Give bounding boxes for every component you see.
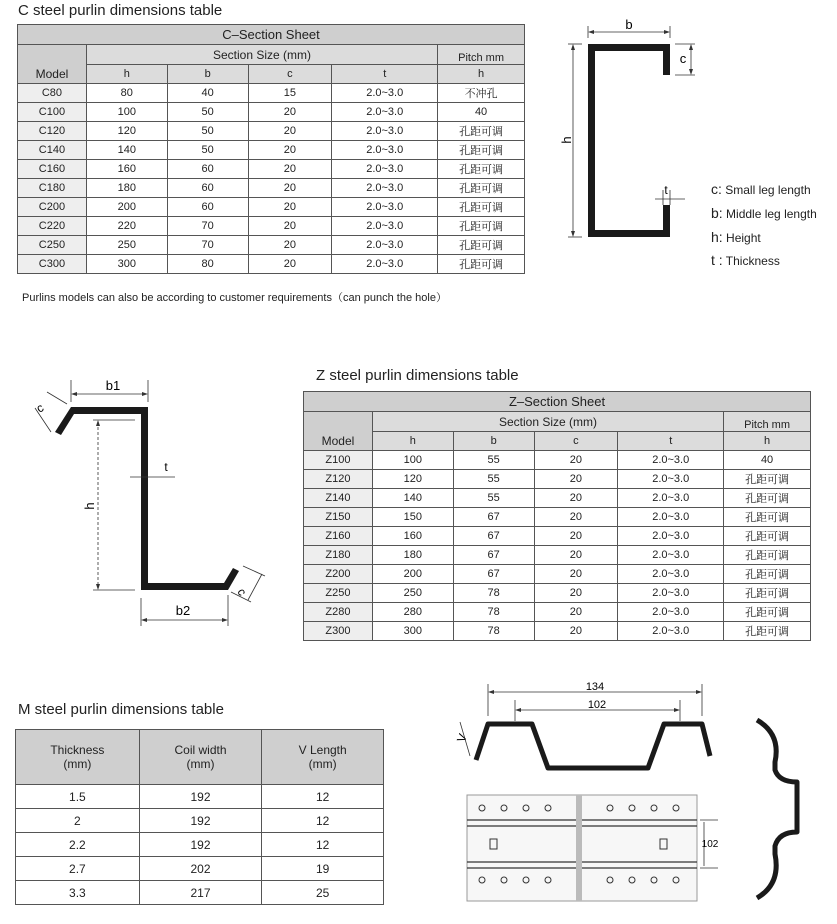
table-row xyxy=(304,489,811,508)
cell-b: 78 xyxy=(453,584,534,603)
cell-h: 300 xyxy=(86,255,167,274)
cell-model: Z280 xyxy=(304,603,373,622)
cell-model: Z250 xyxy=(304,584,373,603)
cell-b: 67 xyxy=(453,527,534,546)
m-plan-diagram xyxy=(462,790,732,908)
cell-b: 60 xyxy=(167,179,248,198)
cell-b: 60 xyxy=(167,160,248,179)
cell-h: 160 xyxy=(86,160,167,179)
cell-h: 100 xyxy=(86,103,167,122)
cell-t: 2.0~3.0 xyxy=(618,527,724,546)
c-col-t: t xyxy=(332,65,438,84)
cell-t: 2.0~3.0 xyxy=(618,489,724,508)
m-diagram-v-label: V xyxy=(454,731,470,745)
table-row xyxy=(18,217,525,236)
cell-c: 20 xyxy=(248,103,332,122)
cell-c: 20 xyxy=(534,489,618,508)
table-row xyxy=(18,179,525,198)
table-row xyxy=(18,255,525,274)
cell-v: 12 xyxy=(262,809,384,833)
table-row xyxy=(304,565,811,584)
cell-model: C250 xyxy=(18,236,87,255)
cell-b: 70 xyxy=(167,217,248,236)
c-pitch-header: Pitch mm xyxy=(438,45,525,65)
cell-h: 220 xyxy=(86,217,167,236)
c-diagram-t-label: t xyxy=(664,183,668,197)
c-pitch-sub: h xyxy=(438,65,525,84)
cell-c: 20 xyxy=(248,141,332,160)
cell-pitch: 孔距可调 xyxy=(724,603,811,622)
z-diagram-b1-label: b1 xyxy=(105,378,121,393)
m-plan-dim-102: 102 xyxy=(701,839,719,850)
m-col-v-length: V Length (mm) xyxy=(262,730,384,785)
cell-h: 140 xyxy=(372,489,453,508)
table-row xyxy=(304,603,811,622)
cell-thickness: 2.2 xyxy=(16,833,140,857)
cell-t: 2.0~3.0 xyxy=(332,236,438,255)
cell-coil: 192 xyxy=(139,785,262,809)
cell-c: 20 xyxy=(534,622,618,641)
cell-c: 20 xyxy=(248,236,332,255)
c-col-c: c xyxy=(248,65,332,84)
cell-h: 160 xyxy=(372,527,453,546)
cell-v: 25 xyxy=(262,881,384,905)
table-row xyxy=(18,84,525,103)
legend-item-b: b: Middle leg length xyxy=(711,205,817,221)
table-row xyxy=(18,122,525,141)
cell-b: 67 xyxy=(453,546,534,565)
cell-model: Z150 xyxy=(304,508,373,527)
cell-b: 67 xyxy=(453,565,534,584)
cell-c: 20 xyxy=(248,198,332,217)
cell-c: 20 xyxy=(534,603,618,622)
cell-model: Z140 xyxy=(304,489,373,508)
cell-h: 280 xyxy=(372,603,453,622)
legend-item-t: t : Thickness xyxy=(711,252,780,268)
z-section-size-header: Section Size (mm) xyxy=(372,412,723,432)
cell-c: 20 xyxy=(248,122,332,141)
cell-pitch: 孔距可调 xyxy=(724,565,811,584)
cell-pitch: 孔距可调 xyxy=(724,508,811,527)
table-row xyxy=(18,198,525,217)
cell-c: 20 xyxy=(248,217,332,236)
cell-c: 20 xyxy=(534,565,618,584)
cell-pitch: 孔距可调 xyxy=(438,160,525,179)
legend-item-c: c: Small leg length xyxy=(711,181,811,197)
cell-pitch: 孔距可调 xyxy=(724,584,811,603)
legend-item-h: h: Height xyxy=(711,229,761,245)
cell-pitch: 孔距可调 xyxy=(724,470,811,489)
cell-c: 15 xyxy=(248,84,332,103)
cell-b: 78 xyxy=(453,622,534,641)
cell-model: C300 xyxy=(18,255,87,274)
m-dim-102: 102 xyxy=(587,699,607,711)
cell-pitch: 孔距可调 xyxy=(438,122,525,141)
cell-model: Z300 xyxy=(304,622,373,641)
cell-pitch: 孔距可调 xyxy=(438,141,525,160)
cell-h: 140 xyxy=(86,141,167,160)
z-diagram-h-label: h xyxy=(82,502,97,510)
table-row xyxy=(16,809,384,833)
m-section-heading: M steel purlin dimensions table xyxy=(18,701,224,718)
cell-b: 55 xyxy=(453,451,534,470)
cell-thickness: 1.5 xyxy=(16,785,140,809)
cell-model: Z100 xyxy=(304,451,373,470)
cell-h: 180 xyxy=(372,546,453,565)
table-row xyxy=(304,451,811,470)
c-section-heading: C steel purlin dimensions table xyxy=(18,2,223,19)
cell-t: 2.0~3.0 xyxy=(332,84,438,103)
z-model-header: Model xyxy=(304,412,373,451)
m-profile-diagram xyxy=(440,676,730,776)
table-row xyxy=(304,470,811,489)
cell-h: 250 xyxy=(372,584,453,603)
cell-t: 2.0~3.0 xyxy=(618,508,724,527)
cell-model: C220 xyxy=(18,217,87,236)
cell-pitch: 孔距可调 xyxy=(438,198,525,217)
cell-c: 20 xyxy=(534,584,618,603)
cell-t: 2.0~3.0 xyxy=(332,217,438,236)
cell-model: Z200 xyxy=(304,565,373,584)
table-row xyxy=(304,584,811,603)
cell-v: 19 xyxy=(262,857,384,881)
cell-pitch: 40 xyxy=(438,103,525,122)
cell-pitch: 孔距可调 xyxy=(724,489,811,508)
z-col-t: t xyxy=(618,432,724,451)
table-row xyxy=(18,236,525,255)
z-col-h: h xyxy=(372,432,453,451)
table-row xyxy=(16,833,384,857)
c-col-b: b xyxy=(167,65,248,84)
cell-pitch: 40 xyxy=(724,451,811,470)
z-col-b: b xyxy=(453,432,534,451)
cell-b: 78 xyxy=(453,603,534,622)
z-pitch-header: Pitch mm xyxy=(724,412,811,432)
cell-pitch: 孔距可调 xyxy=(724,546,811,565)
cell-model: C180 xyxy=(18,179,87,198)
c-diagram-h-label: h xyxy=(559,136,574,144)
cell-h: 180 xyxy=(86,179,167,198)
cell-c: 20 xyxy=(534,451,618,470)
cell-v: 12 xyxy=(262,785,384,809)
cell-c: 20 xyxy=(534,546,618,565)
cell-h: 150 xyxy=(372,508,453,527)
cell-h: 300 xyxy=(372,622,453,641)
c-section-diagram xyxy=(555,10,705,245)
cell-model: C160 xyxy=(18,160,87,179)
cell-t: 2.0~3.0 xyxy=(332,103,438,122)
c-section-table xyxy=(17,24,525,274)
z-diagram-b2-label: b2 xyxy=(175,603,191,618)
table-row xyxy=(16,785,384,809)
cell-v: 12 xyxy=(262,833,384,857)
m-dim-134: 134 xyxy=(585,681,605,693)
cell-model: C80 xyxy=(18,84,87,103)
cell-pitch: 孔距可调 xyxy=(438,179,525,198)
cell-t: 2.0~3.0 xyxy=(618,451,724,470)
z-section-diagram xyxy=(25,370,280,630)
cell-coil: 202 xyxy=(139,857,262,881)
cell-pitch: 不冲孔 xyxy=(438,84,525,103)
table-row xyxy=(16,857,384,881)
cell-b: 50 xyxy=(167,103,248,122)
cell-thickness: 3.3 xyxy=(16,881,140,905)
cell-c: 20 xyxy=(534,508,618,527)
cell-t: 2.0~3.0 xyxy=(332,141,438,160)
z-sheet-title: Z–Section Sheet xyxy=(304,392,811,412)
cell-t: 2.0~3.0 xyxy=(618,546,724,565)
cell-h: 80 xyxy=(86,84,167,103)
cell-b: 67 xyxy=(453,508,534,527)
cell-t: 2.0~3.0 xyxy=(618,603,724,622)
cell-h: 200 xyxy=(86,198,167,217)
cell-t: 2.0~3.0 xyxy=(618,565,724,584)
cell-model: C200 xyxy=(18,198,87,217)
cell-thickness: 2 xyxy=(16,809,140,833)
z-col-c: c xyxy=(534,432,618,451)
table-row xyxy=(304,546,811,565)
cell-c: 20 xyxy=(534,470,618,489)
table-row xyxy=(304,622,811,641)
m-profile-shape xyxy=(476,724,710,768)
z-profile-shape xyxy=(55,407,239,590)
table-row xyxy=(18,103,525,122)
cell-pitch: 孔距可调 xyxy=(724,622,811,641)
cell-c: 20 xyxy=(248,255,332,274)
c-section-note: Purlins models can also be according to customer requirements（can punch the hole） xyxy=(22,292,447,304)
cell-c: 20 xyxy=(534,527,618,546)
cell-t: 2.0~3.0 xyxy=(332,160,438,179)
cell-model: C100 xyxy=(18,103,87,122)
z-diagram-c-top-label: c xyxy=(33,400,47,416)
c-section-size-header: Section Size (mm) xyxy=(86,45,437,65)
cell-t: 2.0~3.0 xyxy=(332,179,438,198)
cell-c: 20 xyxy=(248,179,332,198)
z-diagram-c-bottom-label: c xyxy=(234,585,250,599)
cell-t: 2.0~3.0 xyxy=(332,122,438,141)
m-side-profile xyxy=(745,712,815,907)
cell-pitch: 孔距可调 xyxy=(438,236,525,255)
cell-h: 120 xyxy=(86,122,167,141)
table-row xyxy=(16,881,384,905)
cell-thickness: 2.7 xyxy=(16,857,140,881)
c-profile-shape xyxy=(588,44,670,237)
cell-b: 55 xyxy=(453,470,534,489)
cell-t: 2.0~3.0 xyxy=(332,198,438,217)
cell-model: Z160 xyxy=(304,527,373,546)
cell-b: 80 xyxy=(167,255,248,274)
cell-t: 2.0~3.0 xyxy=(332,255,438,274)
cell-b: 70 xyxy=(167,236,248,255)
cell-model: C140 xyxy=(18,141,87,160)
cell-coil: 192 xyxy=(139,833,262,857)
m-col-thickness: Thickness (mm) xyxy=(16,730,140,785)
c-col-h: h xyxy=(86,65,167,84)
cell-b: 55 xyxy=(453,489,534,508)
c-sheet-title: C–Section Sheet xyxy=(18,25,525,45)
cell-b: 60 xyxy=(167,198,248,217)
cell-h: 120 xyxy=(372,470,453,489)
table-row xyxy=(304,508,811,527)
cell-b: 40 xyxy=(167,84,248,103)
cell-h: 200 xyxy=(372,565,453,584)
cell-b: 50 xyxy=(167,122,248,141)
z-section-heading: Z steel purlin dimensions table xyxy=(316,367,519,384)
table-row xyxy=(304,527,811,546)
cell-t: 2.0~3.0 xyxy=(618,584,724,603)
cell-t: 2.0~3.0 xyxy=(618,622,724,641)
cell-pitch: 孔距可调 xyxy=(438,217,525,236)
cell-model: C120 xyxy=(18,122,87,141)
cell-pitch: 孔距可调 xyxy=(438,255,525,274)
c-model-header: Model xyxy=(18,45,87,84)
cell-c: 20 xyxy=(248,160,332,179)
z-section-table xyxy=(303,391,811,641)
cell-h: 100 xyxy=(372,451,453,470)
cell-b: 50 xyxy=(167,141,248,160)
cell-model: Z180 xyxy=(304,546,373,565)
table-row xyxy=(18,160,525,179)
c-diagram-b-label: b xyxy=(625,17,633,32)
cell-coil: 217 xyxy=(139,881,262,905)
z-diagram-t-label: t xyxy=(164,460,168,474)
c-diagram-c-label: c xyxy=(679,51,687,66)
cell-model: Z120 xyxy=(304,470,373,489)
m-section-table xyxy=(15,729,384,905)
table-row xyxy=(18,141,525,160)
cell-pitch: 孔距可调 xyxy=(724,527,811,546)
cell-h: 250 xyxy=(86,236,167,255)
cell-coil: 192 xyxy=(139,809,262,833)
m-col-coil-width: Coil width (mm) xyxy=(139,730,262,785)
z-pitch-sub: h xyxy=(724,432,811,451)
cell-t: 2.0~3.0 xyxy=(618,470,724,489)
